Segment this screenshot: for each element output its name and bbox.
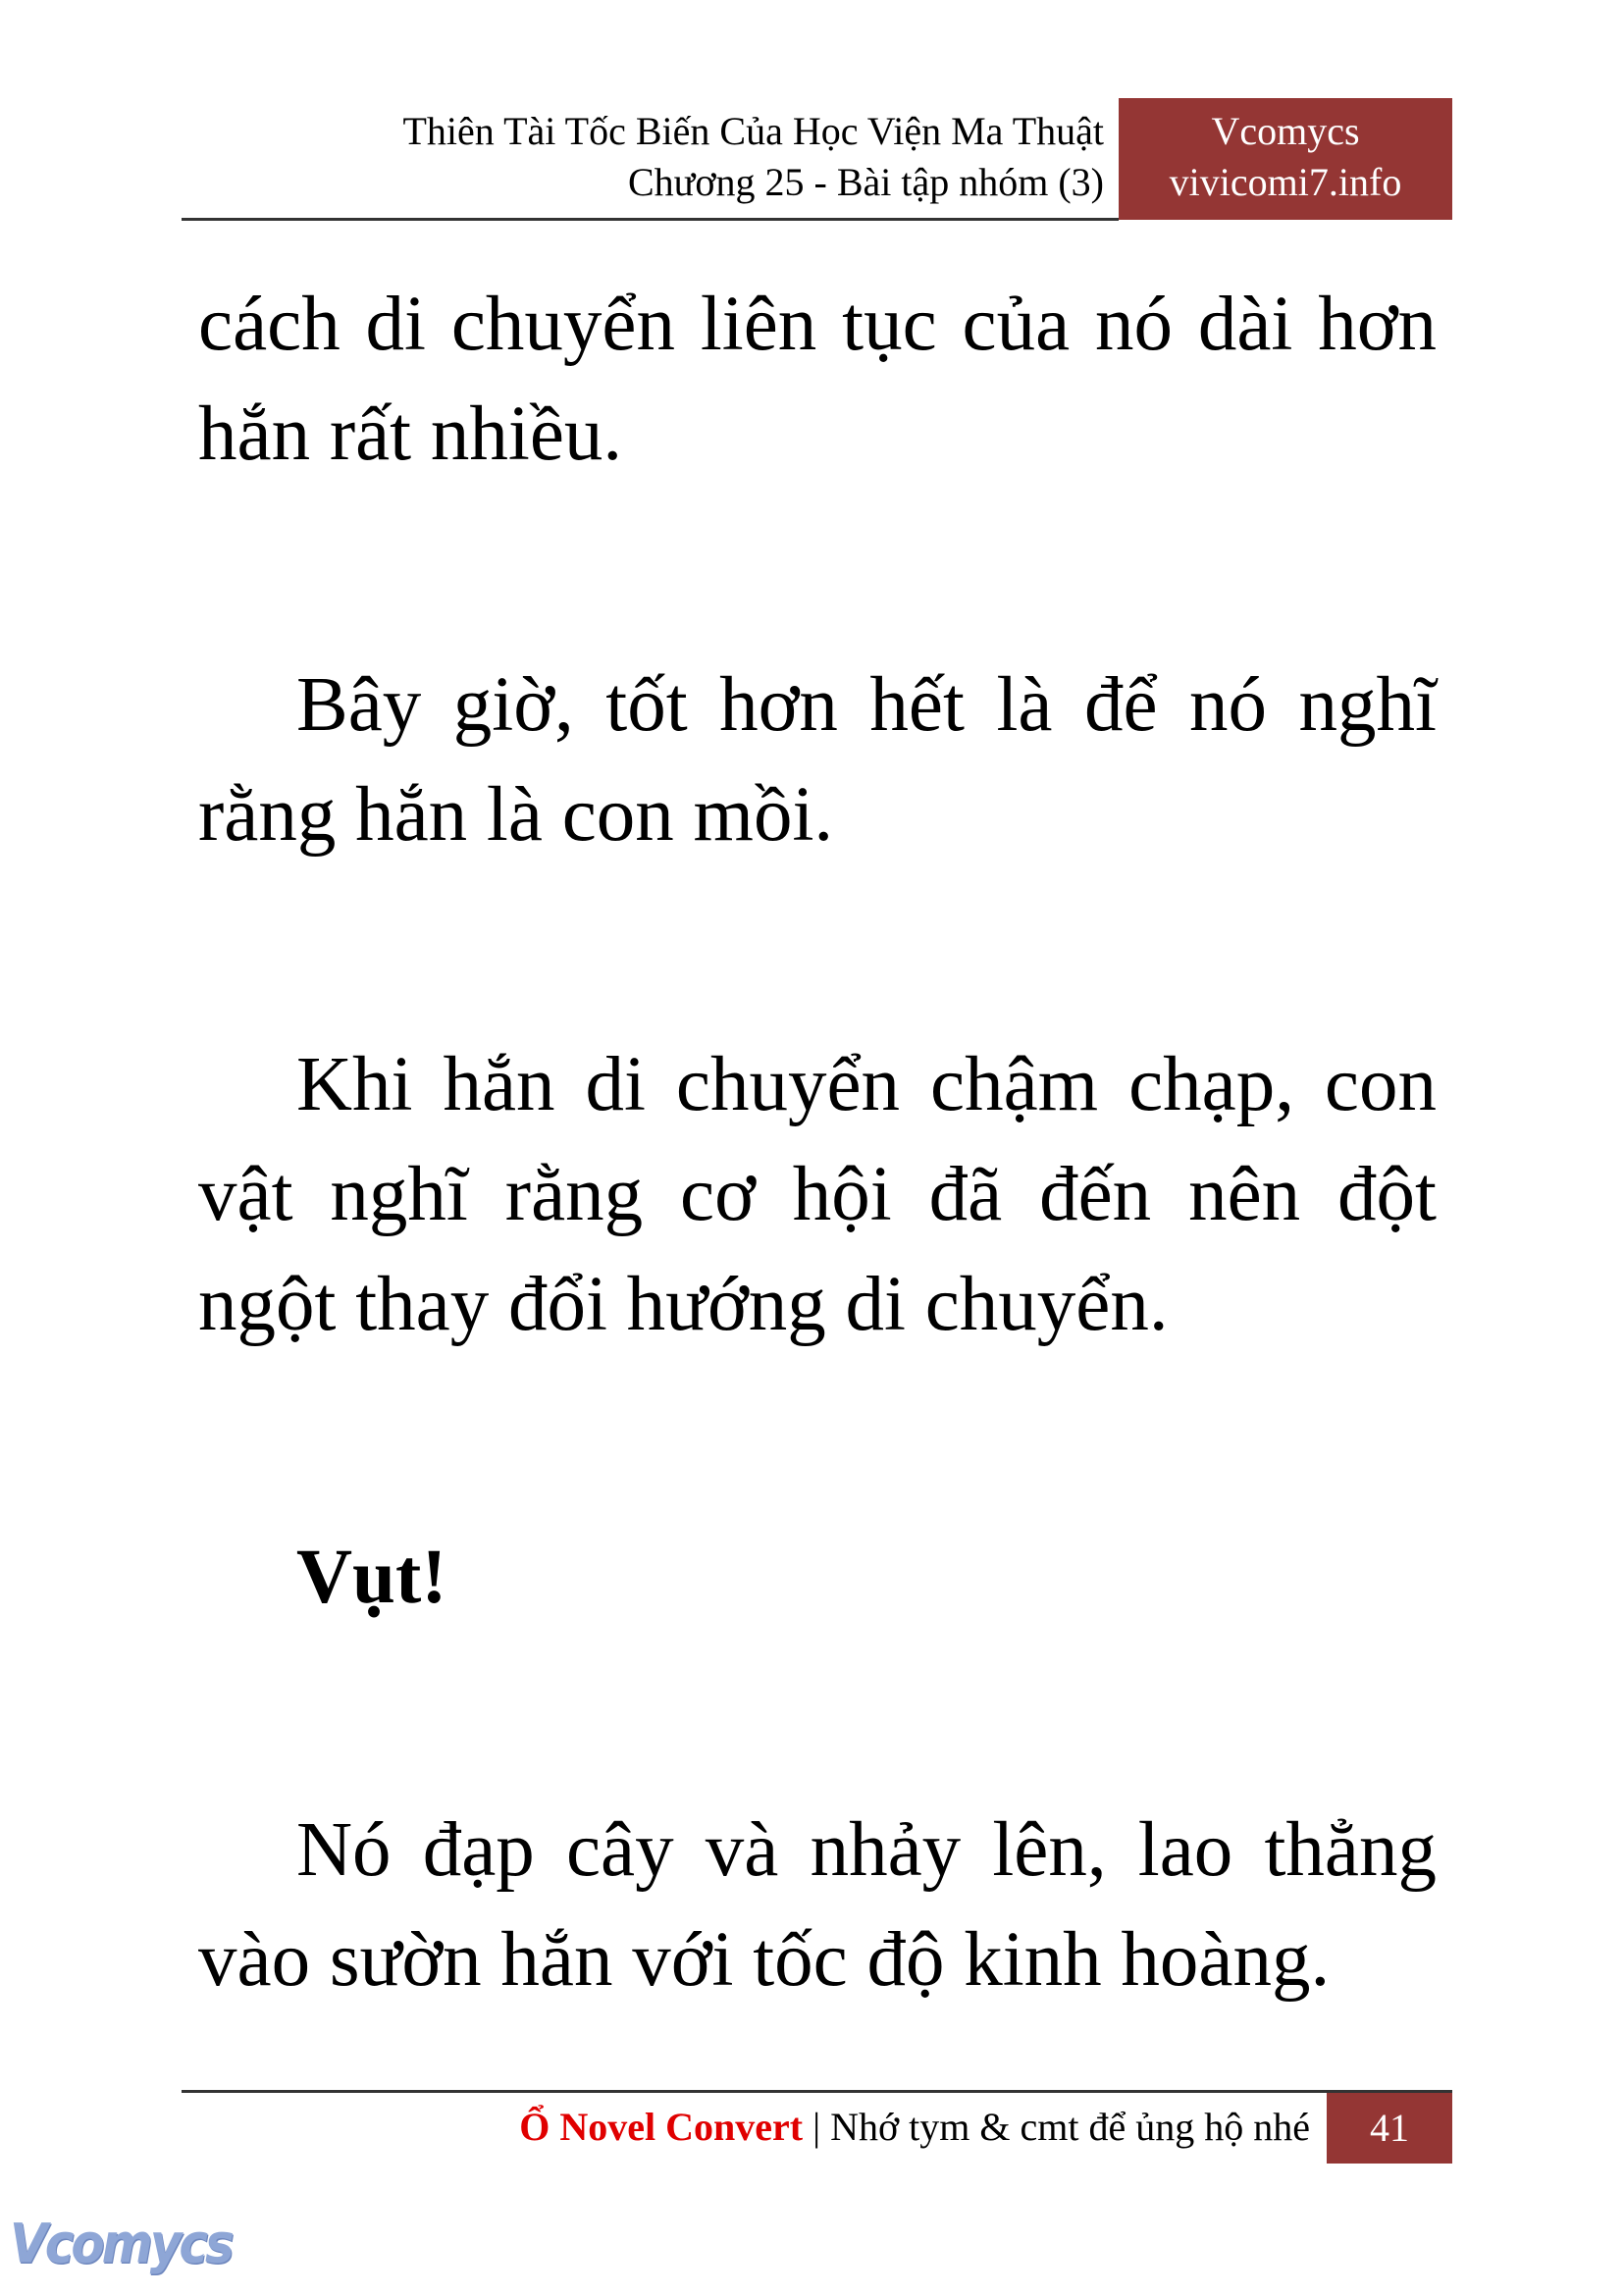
page-number: 41 xyxy=(1327,2093,1452,2164)
site-badge xyxy=(1119,98,1452,220)
footer-divider xyxy=(182,2090,1452,2093)
site-name: Vcomycs xyxy=(1211,109,1360,153)
running-header xyxy=(403,106,1105,208)
paragraph-sound-effect: Vụt! xyxy=(296,1535,447,1620)
footer-message: Nhớ tym & cmt để ủng hộ nhé xyxy=(830,2105,1310,2149)
chapter-title: Chương 25 - Bài tập nhóm (3) xyxy=(628,160,1104,204)
paragraph: Bây giờ, tốt hơn hết là để nó nghĩ rằng hắn là con mồi. xyxy=(198,662,1437,858)
site-url: vivicomi7.info xyxy=(1169,160,1402,204)
paragraph: Khi hắn di chuyển chậm chạp, con vật nghĩ rằng cơ hội đã đến nên đột ngột thay đổi hướng di chuyển. xyxy=(198,1042,1437,1347)
header-divider xyxy=(182,218,1119,221)
book-title: Thiên Tài Tốc Biến Của Học Viện Ma Thuật xyxy=(402,109,1104,153)
footer-text xyxy=(519,2102,1310,2153)
paragraph: Nó đạp cây và nhảy lên, lao thẳng vào sườn hắn với tốc độ kinh hoàng. xyxy=(198,1807,1437,2003)
paragraph: cách di chuyển liên tục của nó dài hơn hắn rất nhiều. xyxy=(198,282,1437,477)
footer-separator: | xyxy=(812,2105,821,2149)
watermark-logo: Vcomycs xyxy=(10,2213,232,2275)
footer-brand: Ổ Novel Convert xyxy=(519,2105,804,2149)
